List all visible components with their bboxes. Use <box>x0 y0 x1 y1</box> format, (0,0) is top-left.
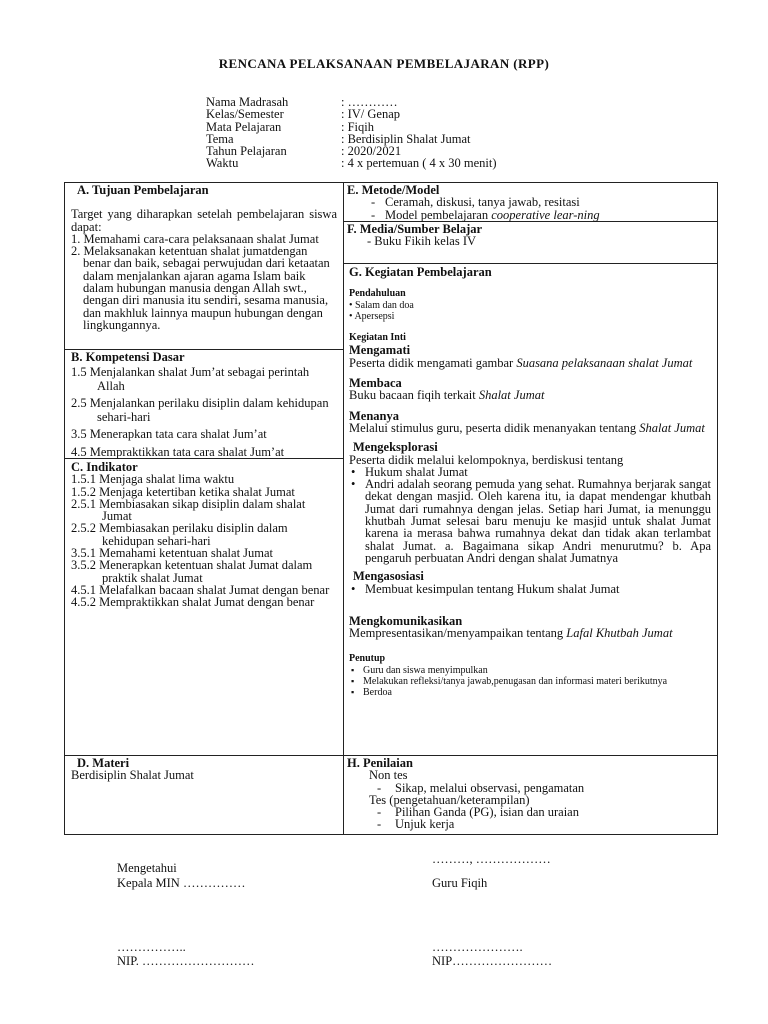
indicator-text: Menjaga shalat lima waktu <box>99 472 235 487</box>
nontes-item: - Sikap, melalui observasi, pengamatan <box>375 782 713 794</box>
penutup-heading: Penutup <box>349 653 386 665</box>
indicator-text: Membiasakan perilaku disiplin dalam kehidupan sehari-hari <box>99 521 288 548</box>
identity-value: : 2020/2021 <box>341 144 402 159</box>
mengeksplorasi-heading: Mengeksplorasi <box>353 440 438 455</box>
identity-value: : IV/ Genap <box>341 107 401 122</box>
section-f-heading: F. Media/Sumber Belajar <box>347 222 483 236</box>
guru-nip: NIP…………………… <box>432 954 553 968</box>
section-c-heading: C. Indikator <box>71 460 138 474</box>
identity-label: Kelas/Semester <box>206 107 284 122</box>
identity-value: : Fiqih <box>341 119 374 134</box>
penutup-item: ▪ Melakukan refleksi/tanya jawab,penugasan dan informasi materi berikutnya <box>349 676 711 687</box>
indicator-text: Membiasakan sikap disiplin dalam shalat Jumat <box>99 496 306 524</box>
indicator-item <box>71 522 337 547</box>
identity-value: : ………… <box>341 95 398 109</box>
eksplor-item: • Hukum shalat Jumat <box>349 466 711 478</box>
kepala-label: Kepala MIN …………… <box>117 876 246 890</box>
section-g <box>349 266 711 699</box>
mengkomunikasikan-text <box>349 627 711 639</box>
mengkomunikasikan-heading: Mengkomunikasikan <box>349 613 463 628</box>
objective-item: 1. Memahami cara-cara pelaksanaan shalat Jumat <box>71 231 319 246</box>
guru-label: Guru Fiqih <box>432 876 488 890</box>
guru-name: …………………. <box>432 940 523 954</box>
pendahuluan-heading: Pendahuluan <box>349 288 406 300</box>
section-g-heading: G. Kegiatan Pembelajaran <box>349 265 492 279</box>
section-d-heading: D. Materi <box>77 756 130 770</box>
indicator-text: Memahami ketentuan shalat Jumat <box>99 546 274 561</box>
membaca-text <box>349 389 711 401</box>
komunikasi-plain: Mempresentasikan/menyampaikan tentang <box>349 626 567 641</box>
kd-item <box>71 446 337 458</box>
identity-label: Tema <box>206 131 234 146</box>
indicator-num: 4.5.1 <box>71 582 96 597</box>
indicator-num: 4.5.2 <box>71 595 96 610</box>
membaca-plain: Buku bacaan fiqih terkait <box>349 388 479 403</box>
inti-heading: Kegiatan Inti <box>349 332 406 344</box>
kd-item <box>71 428 337 440</box>
identity-label: Mata Pelajaran <box>206 119 282 134</box>
kd-text: Mempraktikkan tata cara shalat Jum’at <box>89 444 285 459</box>
asosiasi-item: • Membuat kesimpulan tentang Hukum shalat Jumat <box>349 583 711 595</box>
eksplor-item: • Andri adalah seorang pemuda yang sehat. Rumahnya berjarak sangat dekat dengan masjid. Oleh karena itu, ia dapat mendengar khutbah Jumat dari rumahnya dengan jelas. Setiap hari Jumat, ia menunggu khutbah Jumat selesai baru menuju ke masjid untuk shalat Jumat karena ia merasa bahwa rumahnya dekat dan tidak akan terlambat shalat Jumat. a. Bagaimana sikap Andri menurutmu? b. Apa pengaruh perbuatan Andri dengan shalat Jumatnya <box>349 478 711 564</box>
method-text: Model pembelajaran <box>385 207 492 222</box>
membaca-italic: Shalat Jumat <box>478 388 545 403</box>
indicator-num: 1.5.2 <box>71 484 96 499</box>
mengamati-italic: Suasana pelaksanaan shalat Jumat <box>516 355 693 370</box>
kd-item <box>71 365 337 393</box>
menanya-heading: Menanya <box>349 408 399 423</box>
kd-num: 3.5 <box>71 427 87 442</box>
identity-label: Tahun Pelajaran <box>206 144 287 159</box>
pendahuluan-item: • Salam dan doa <box>349 299 414 311</box>
identity-value: : 4 x pertemuan ( 4 x 30 menit) <box>341 156 497 171</box>
pendahuluan-item: • Apersepsi <box>349 310 395 322</box>
indicator-num: 3.5.1 <box>71 546 96 561</box>
media-item: - Buku Fikih kelas IV <box>367 234 477 249</box>
kd-num: 1.5 <box>71 365 87 380</box>
mengasosiasi-heading: Mengasosiasi <box>353 569 424 584</box>
kd-text: Menjalankan shalat Jum’at sebagai perintah Allah <box>89 365 310 394</box>
section-d <box>71 757 337 782</box>
method-list <box>347 196 713 221</box>
section-a <box>71 184 337 331</box>
asosiasi-list <box>349 583 711 595</box>
indicator-num: 2.5.1 <box>71 496 96 511</box>
section-a-heading: A. Tujuan Pembelajaran <box>77 183 209 197</box>
section-f <box>347 223 713 248</box>
indicator-num: 1.5.1 <box>71 472 96 487</box>
tes-item: - Unjuk kerja <box>375 818 713 830</box>
objective-item: 2. Melaksanakan ketentuan shalat jumatdengan benar dan baik, sebagai perwujudan dari ketaatan dalam menjalankan ajaran agama Islam baik dalam hubungan manusia dengan Allah swt., dengan diri manusia itu sendiri, sesama manusia, dan makhluk lainnya maupun hubungan dengan lingkungannya. <box>71 244 330 332</box>
kepala-name: …………….. <box>117 940 186 954</box>
menanya-text <box>349 422 711 434</box>
kd-text: Menjalankan perilaku disiplin dalam kehidupan sehari-hari <box>89 396 329 425</box>
section-h-heading: H. Penilaian <box>347 756 413 770</box>
place-date: ………, ……………… <box>432 852 551 866</box>
method-text: Ceramah, diskusi, tanya jawab, resitasi <box>385 195 580 210</box>
komunikasi-italic: Lafal Khutbah Jumat <box>566 626 673 641</box>
indicator-item <box>71 596 337 608</box>
row-divider <box>343 263 718 264</box>
indicator-num: 2.5.2 <box>71 521 96 536</box>
indicator-text: Menjaga ketertiban ketika shalat Jumat <box>99 484 295 499</box>
kd-item <box>71 396 337 424</box>
mengamati-heading: Mengamati <box>349 343 411 358</box>
penutup-item: ▪ Guru dan siswa menyimpulkan <box>349 665 711 676</box>
membaca-heading: Membaca <box>349 376 402 391</box>
indicator-text: Mempraktikkan shalat Jumat dengan benar <box>99 595 315 610</box>
section-h <box>347 757 713 831</box>
kd-text: Menerapkan tata cara shalat Jum’at <box>89 427 267 442</box>
indicator-text: Menerapkan ketentuan shalat Jumat dalam praktik shalat Jumat <box>99 558 313 585</box>
penutup-list <box>349 665 711 699</box>
identity-value: : Berdisiplin Shalat Jumat <box>341 131 471 146</box>
tes-list <box>347 806 713 831</box>
mengamati-text <box>349 357 711 369</box>
section-b <box>71 351 337 458</box>
indicator-num: 3.5.2 <box>71 558 96 573</box>
kd-num: 2.5 <box>71 396 87 411</box>
model-name: cooperative lear-ning <box>491 207 600 222</box>
mengetahui-label: Mengetahui <box>117 861 177 875</box>
tes-label: Tes (pengetahuan/keterampilan) <box>369 792 530 807</box>
method-item <box>369 209 713 221</box>
penutup-item: ▪ Berdoa <box>349 687 711 698</box>
section-c <box>71 461 337 609</box>
section-a-intro: Target yang diharapkan setelah pembelajaran siswa dapat: <box>71 207 337 234</box>
section-d-text: Berdisiplin Shalat Jumat <box>71 768 194 783</box>
identity-label: Waktu <box>206 156 239 171</box>
indicator-item <box>71 498 337 523</box>
column-divider <box>343 182 344 835</box>
section-b-heading: B. Kompetensi Dasar <box>71 350 185 364</box>
indicator-text: Melafalkan bacaan shalat Jumat dengan benar <box>99 582 330 597</box>
eksplor-list <box>349 466 711 564</box>
kd-num: 4.5 <box>71 444 87 459</box>
tes-item: - Pilihan Ganda (PG), isian dan uraian <box>375 806 713 818</box>
section-e <box>347 184 713 221</box>
menanya-italic: Shalat Jumat <box>639 420 705 435</box>
nontes-label: Non tes <box>369 768 408 783</box>
mengeksplorasi-text: Peserta didik melalui kelompoknya, berdiskusi tentang <box>349 452 624 467</box>
nontes-list <box>347 782 713 794</box>
menanya-plain: Melalui stimulus guru, peserta didik menanyakan tentang <box>349 420 640 435</box>
mengamati-plain: Peserta didik mengamati gambar <box>349 355 517 370</box>
kepala-nip: NIP. ……………………… <box>117 954 255 968</box>
document-title: RENCANA PELAKSANAAN PEMBELAJARAN (RPP) <box>218 56 550 71</box>
indicator-item <box>71 559 337 584</box>
section-e-heading: E. Metode/Model <box>347 183 440 197</box>
identity-label: Nama Madrasah <box>206 95 289 109</box>
